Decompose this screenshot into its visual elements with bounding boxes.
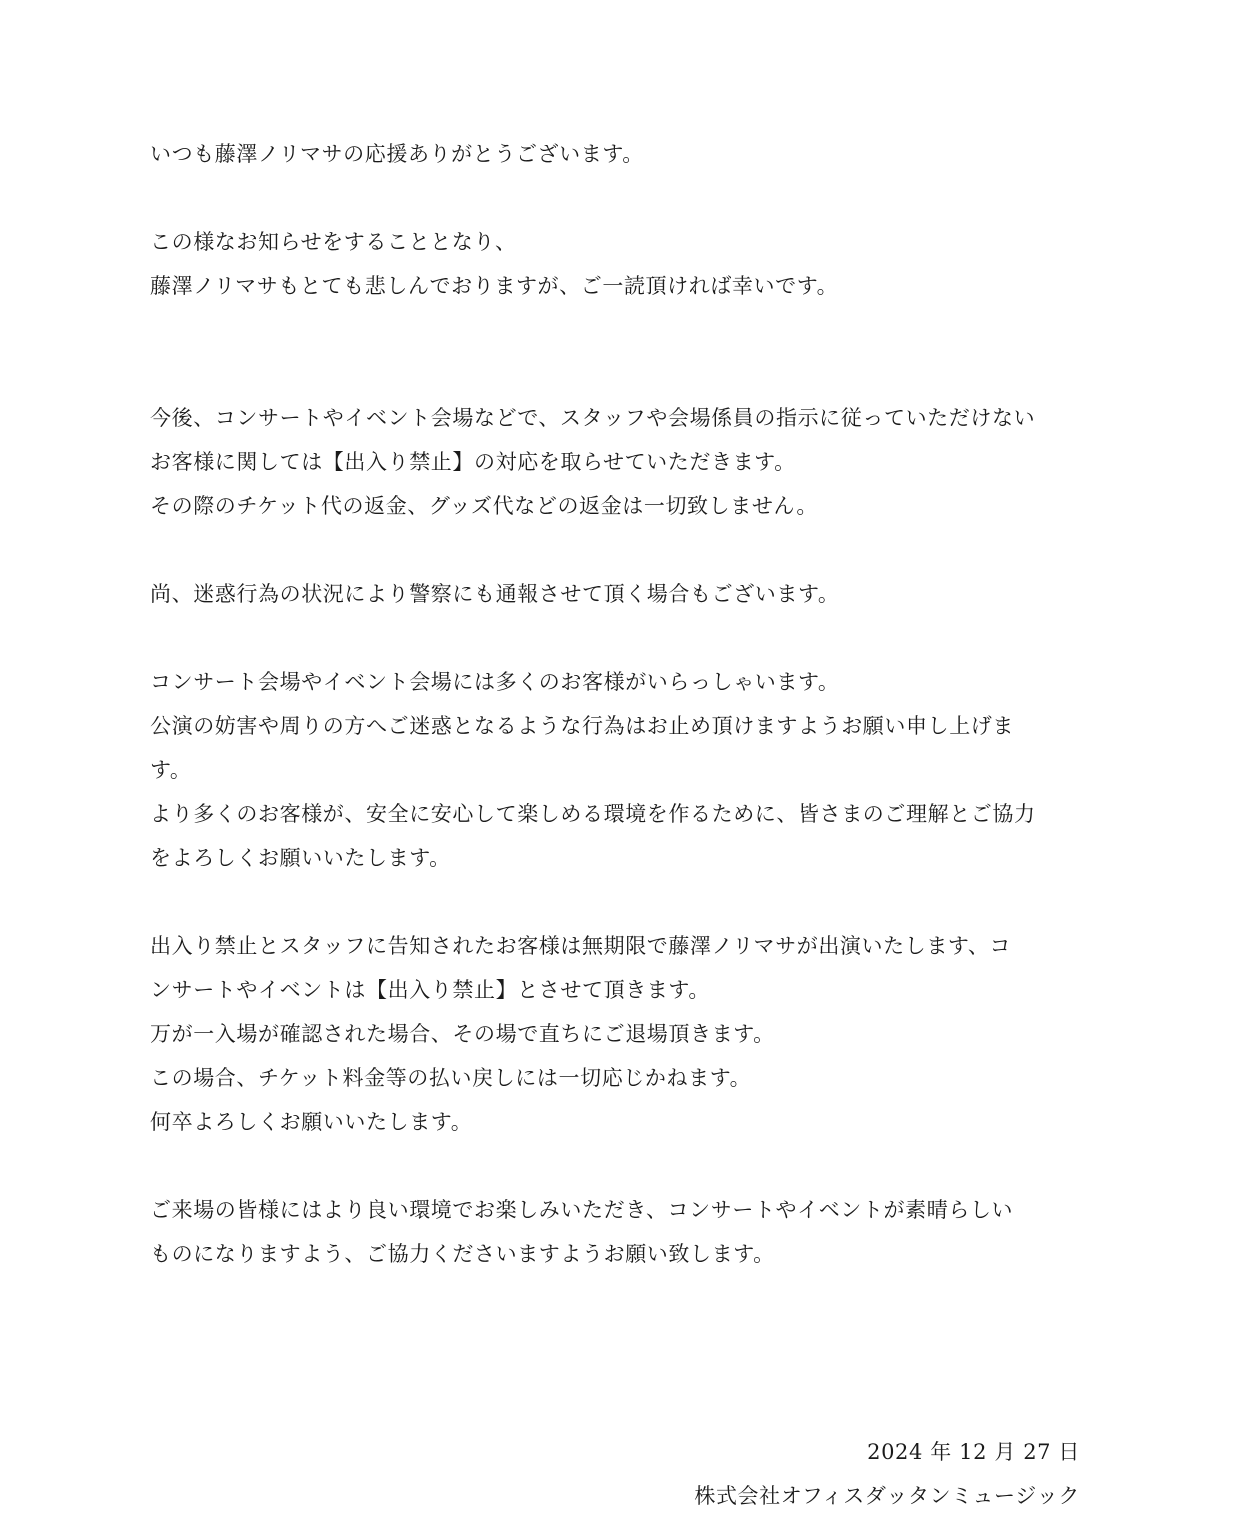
closing-paragraph: [150, 1188, 1080, 1276]
intro-paragraph: [150, 220, 1080, 308]
paragraph-spacer: [150, 308, 1080, 396]
request-paragraph: [150, 660, 1080, 880]
request-line-2: 公演の妨害や周りの方へご迷惑となるような行為はお止め頂けますようお願い申し上げま: [150, 714, 1014, 738]
signature-date: 2024 年 12 月 27 日: [867, 1440, 1080, 1464]
paragraph-spacer: [150, 880, 1080, 924]
signature-company: 株式会社オフィスダッタンミュージック: [694, 1484, 1080, 1508]
ban-line-4: この場合、チケット料金等の払い戻しには一切応じかねます。: [150, 1066, 752, 1090]
ban-line-2: ンサートやイベントは【出入り禁止】とさせて頂きます。: [150, 978, 710, 1002]
ban-line-1: 出入り禁止とスタッフに告知されたお客様は無期限で藤澤ノリマサが出演いたします、コ: [150, 934, 1012, 958]
paragraph-spacer: [150, 528, 1080, 572]
paragraph-spacer: [150, 1276, 1080, 1364]
policy-line-1: 今後、コンサートやイベント会場などで、スタッフや会場係員の指示に従っていただけない: [150, 406, 1036, 430]
ban-line-3: 万が一入場が確認された場合、その場で直ちにご退場頂きます。: [150, 1022, 775, 1046]
notice-document: [150, 132, 1080, 1518]
paragraph-spacer: [150, 616, 1080, 660]
policy-line-3: その際のチケット代の返金、グッズ代などの返金は一切致しません。: [150, 494, 818, 518]
closing-line-2: ものになりますよう、ご協力くださいますようお願い致します。: [150, 1242, 775, 1266]
ban-paragraph: [150, 924, 1080, 1144]
closing-line-1: ご来場の皆様にはより良い環境でお楽しみいただき、コンサートやイベントが素晴らしい: [150, 1198, 1014, 1222]
intro-line-1: この様なお知らせをすることとなり、: [150, 230, 517, 254]
request-line-4: より多くのお客様が、安全に安心して楽しめる環境を作るために、皆さまのご理解とご協力: [150, 802, 1036, 826]
signature-block: [150, 1430, 1080, 1518]
greeting-line: いつも藤澤ノリマサの応援ありがとうございます。: [150, 142, 644, 166]
paragraph-spacer: [150, 176, 1080, 220]
request-line-1: コンサート会場やイベント会場には多くのお客様がいらっしゃいます。: [150, 670, 840, 694]
signature-spacer: [150, 1364, 1080, 1430]
request-line-5: をよろしくお願いいたします。: [150, 846, 451, 870]
paragraph-spacer: [150, 1144, 1080, 1188]
policy-paragraph: [150, 396, 1080, 528]
police-notice-line: 尚、迷惑行為の状況により警察にも通報させて頂く場合もございます。: [150, 582, 840, 606]
ban-line-5: 何卒よろしくお願いいたします。: [150, 1110, 473, 1134]
policy-line-2: お客様に関しては【出入り禁止】の対応を取らせていただきます。: [150, 450, 796, 474]
request-line-3: す。: [150, 758, 192, 782]
intro-line-2: 藤澤ノリマサもとても悲しんでおりますが、ご一読頂ければ幸いです。: [150, 274, 839, 298]
